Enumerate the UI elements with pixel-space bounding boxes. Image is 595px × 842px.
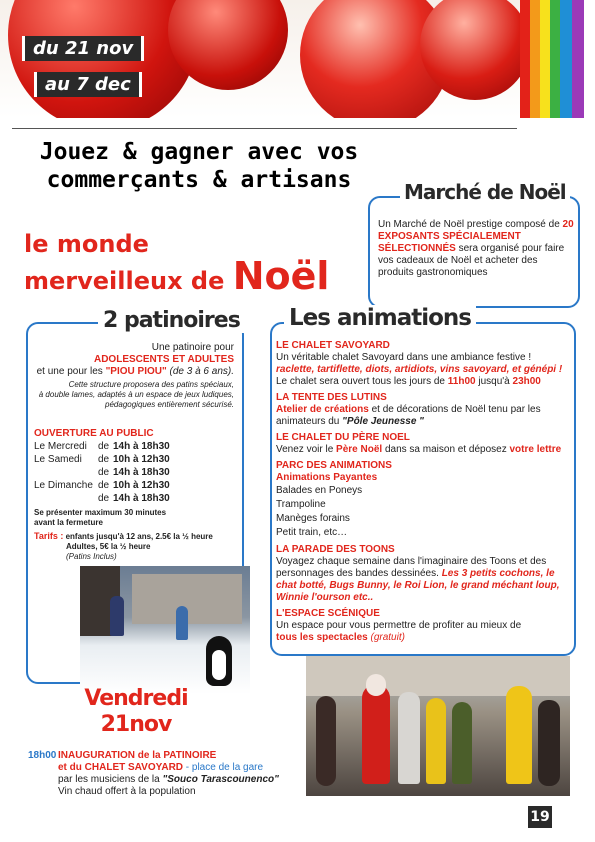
inauguration-line1: INAUGURATION de la PATINOIRE	[58, 750, 217, 761]
pat-line3: et une pour les	[36, 366, 106, 377]
headline-line2: commerçants & artisans	[46, 167, 352, 193]
chalet-savoyard-heading: LE CHALET SAVOYARD	[276, 340, 390, 351]
schedule-row-4: de 14h à 18h30	[98, 493, 170, 504]
tarifs-label: Tarifs :	[34, 531, 64, 541]
date-range	[22, 36, 162, 108]
chalet-savoyard-hours: Le chalet sera ouvert tous les jours de 11h00 jusqu'à 23h00	[276, 376, 541, 387]
patinoires-intro	[36, 342, 234, 378]
chalet-savoyard-food: raclette, tartiflette, diots, artidiots, vins savoyard, et génépi !	[276, 364, 563, 375]
espace-scenique-text: Un espace pour vous permettre de profiter au mieux de	[276, 620, 522, 631]
parc-item: Petit train, etc…	[276, 527, 348, 538]
animations-content	[276, 340, 568, 644]
pat-line1: Une patinoire pour	[151, 342, 234, 353]
presenter-note: Se présenter maximum 30 minutes avant la fermeture	[34, 508, 167, 527]
pat-adults: ADOLESCENTS ET ADULTES	[93, 354, 234, 365]
animations-payantes: Animations Payantes	[276, 472, 378, 483]
marche-exposants: 20 EXPOSANTS SPÉCIALEMENT SÉLECTIONNÉS	[378, 219, 574, 254]
pat-note2: à double lames, adaptés à un espace de jeux ludiques,	[38, 390, 234, 399]
monde-line1: le monde	[24, 230, 149, 258]
divider	[12, 128, 517, 129]
tarifs	[34, 531, 234, 562]
chalet-pere-noel-text: Venez voir le Père Noël dans sa maison et déposez votre lettre	[276, 444, 562, 455]
marche-text-1: Un Marché de Noël prestige composé de	[378, 219, 560, 230]
headline-line1: Jouez & gagner avec vos	[39, 139, 359, 165]
vendredi-date	[56, 686, 216, 738]
pat-ages: (de 3 à 6 ans).	[166, 366, 234, 377]
inauguration-line3: par les musiciens de la "Souco Tarascounenco"	[58, 774, 279, 785]
marche-text	[378, 219, 574, 279]
schedule-row-2: de 14h à 18h30	[98, 467, 170, 478]
parade-toons-text: Voyagez chaque semaine dans l'imaginaire des Toons et des personnages des bandes dessinées. Les 3 petits cochons, le chat botté, Bugs Bunny, le Roi Lion, le grand méchant loup, Winnie l'ourson etc..	[276, 556, 560, 603]
page-number: 19	[528, 806, 552, 828]
schedule-row-3: Le Dimanche de 10h à 12h30	[34, 480, 170, 491]
pat-pioupiou: "PIOU PIOU"	[105, 366, 167, 377]
inauguration-line2: et du CHALET SAVOYARD - place de la gare	[58, 762, 264, 773]
pat-note1: Cette structure proposera des patins spéciaux,	[68, 380, 234, 389]
tente-lutins-heading: LA TENTE DES LUTINS	[276, 392, 387, 403]
tarif-patins: (Patins Inclus)	[66, 552, 117, 561]
parade-photo	[306, 656, 570, 796]
monde-line2: merveilleux de	[24, 267, 225, 295]
vendredi-day: Vendredi	[84, 686, 188, 711]
schedule-row-0: Le Mercredi de 14h à 18h30	[34, 441, 170, 452]
noel-word: Noël	[232, 254, 330, 298]
parc-item: Balades en Poneys	[276, 485, 363, 496]
parc-animations-heading: PARC DES ANIMATIONS	[276, 460, 392, 471]
tente-lutins-text: Atelier de créations et de décorations de Noël tenu par les animateurs du "Pôle Jeunesse "	[276, 404, 541, 427]
pat-note3: pédagogiques entièrement sécurisé.	[105, 400, 234, 409]
date-end: au 7 dec	[34, 72, 142, 97]
inauguration	[28, 750, 308, 798]
schedule-table	[34, 441, 230, 506]
parc-item: Manèges forains	[276, 513, 350, 524]
skating-rink-photo	[80, 566, 250, 694]
animations-title: Les animations	[284, 305, 476, 331]
tarif-adultes: Adultes, 5€ la ½ heure	[66, 542, 151, 551]
inauguration-line4: Vin chaud offert à la population	[58, 786, 196, 797]
ouverture-heading: OUVERTURE AU PUBLIC	[34, 428, 154, 439]
chalet-savoyard-text: Un véritable chalet Savoyard dans une ambiance festive !	[276, 352, 532, 363]
tarif-enfants: enfants jusqu'à 12 ans, 2.5€ la ½ heure	[63, 532, 213, 541]
marche-title: Marché de Noël	[400, 180, 570, 204]
chalet-pere-noel-heading: LE CHALET DU PÈRE NOEL	[276, 432, 410, 443]
patinoires-note	[36, 380, 234, 410]
parade-toons-heading: LA PARADE DES TOONS	[276, 544, 395, 555]
espace-scenique-spectacles: tous les spectacles (gratuit)	[276, 632, 405, 643]
monde-title	[24, 228, 364, 297]
vendredi-date-number: 21nov	[100, 712, 172, 737]
inauguration-time: 18h00	[28, 750, 57, 761]
espace-scenique-heading: L'ESPACE SCÉNIQUE	[276, 608, 380, 619]
santa-figure	[362, 684, 390, 784]
headline	[14, 138, 384, 194]
schedule-row-1: Le Samedi de 10h à 12h30	[34, 454, 170, 465]
parc-item: Trampoline	[276, 499, 326, 510]
patinoires-title: 2 patinoires	[98, 308, 245, 333]
date-start: du 21 nov	[22, 36, 144, 61]
marche-text-3: sera organisé pour faire vos cadeaux de Noël et acheter des produits gastronomiques	[378, 243, 565, 278]
